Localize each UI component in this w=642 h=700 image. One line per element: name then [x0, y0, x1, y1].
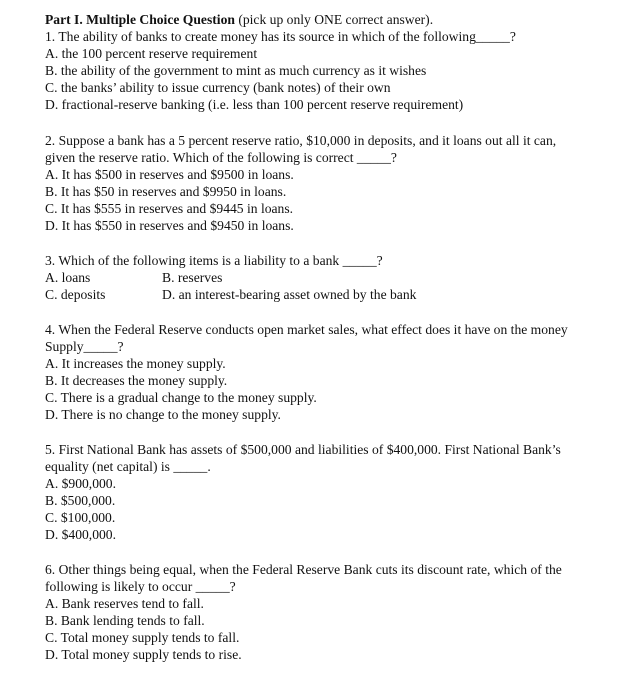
option-c: C. the banks’ ability to issue currency (bank notes) of their own [45, 80, 391, 95]
option-d: D. There is no change to the money supply. [45, 407, 281, 422]
option-c: C. There is a gradual change to the money supply. [45, 390, 317, 405]
option-b: B. Bank lending tends to fall. [45, 613, 205, 628]
option-d: D. Total money supply tends to rise. [45, 647, 242, 662]
option-a: A. It has $500 in reserves and $9500 in loans. [45, 167, 294, 182]
question-stem-line-2: Supply_____? [45, 339, 124, 354]
question-stem: 1. The ability of banks to create money has its source in which of the following_____? [45, 29, 516, 44]
question-stem: 3. Which of the following items is a liability to a bank _____? [45, 253, 383, 268]
option-c: C. It has $555 in reserves and $9445 in loans. [45, 201, 294, 216]
question-stem-line-1: 6. Other things being equal, when the Federal Reserve Bank cuts its discount rate, which of the [45, 562, 562, 577]
option-c: C. $100,000. [45, 510, 116, 525]
option-b: B. reserves [162, 270, 223, 285]
question-5 [45, 441, 635, 543]
section-title: Part I. Multiple Choice Question [45, 12, 235, 27]
option-a: A. $900,000. [45, 476, 116, 491]
question-stem-line-1: 2. Suppose a bank has a 5 percent reserve ratio, $10,000 in deposits, and it loans out all it can, [45, 133, 557, 148]
option-c: C. deposits [45, 287, 106, 302]
option-b: B. $500,000. [45, 493, 116, 508]
options-row-2 [45, 286, 635, 303]
option-b: B. the ability of the government to mint as much currency as it wishes [45, 63, 427, 78]
option-a: A. loans [45, 270, 91, 285]
question-stem-line-2: equality (net capital) is _____. [45, 459, 211, 474]
option-d: D. $400,000. [45, 527, 116, 542]
section-instruction: (pick up only ONE correct answer). [238, 12, 434, 27]
question-6 [45, 561, 635, 663]
question-1 [45, 11, 635, 113]
question-2 [45, 132, 635, 234]
option-d: D. It has $550 in reserves and $9450 in loans. [45, 218, 294, 233]
question-stem-line-1: 5. First National Bank has assets of $500,000 and liabilities of $400,000. First National Bank’s [45, 442, 561, 457]
question-stem-line-2: following is likely to occur _____? [45, 579, 236, 594]
option-d: D. an interest-bearing asset owned by the bank [162, 287, 417, 302]
question-stem-line-2: given the reserve ratio. Which of the following is correct _____? [45, 150, 397, 165]
option-a: A. Bank reserves tend to fall. [45, 596, 204, 611]
option-c: C. Total money supply tends to fall. [45, 630, 240, 645]
option-b: B. It decreases the money supply. [45, 373, 228, 388]
option-d: D. fractional-reserve banking (i.e. less than 100 percent reserve requirement) [45, 97, 464, 112]
section-header [45, 11, 635, 28]
option-a: A. It increases the money supply. [45, 356, 226, 371]
question-stem-line-1: 4. When the Federal Reserve conducts open market sales, what effect does it have on the money [45, 322, 568, 337]
document-page [45, 11, 635, 681]
option-a: A. the 100 percent reserve requirement [45, 46, 258, 61]
question-4 [45, 321, 635, 423]
option-b: B. It has $50 in reserves and $9950 in loans. [45, 184, 287, 199]
question-3 [45, 252, 635, 303]
options-row-1 [45, 269, 635, 286]
